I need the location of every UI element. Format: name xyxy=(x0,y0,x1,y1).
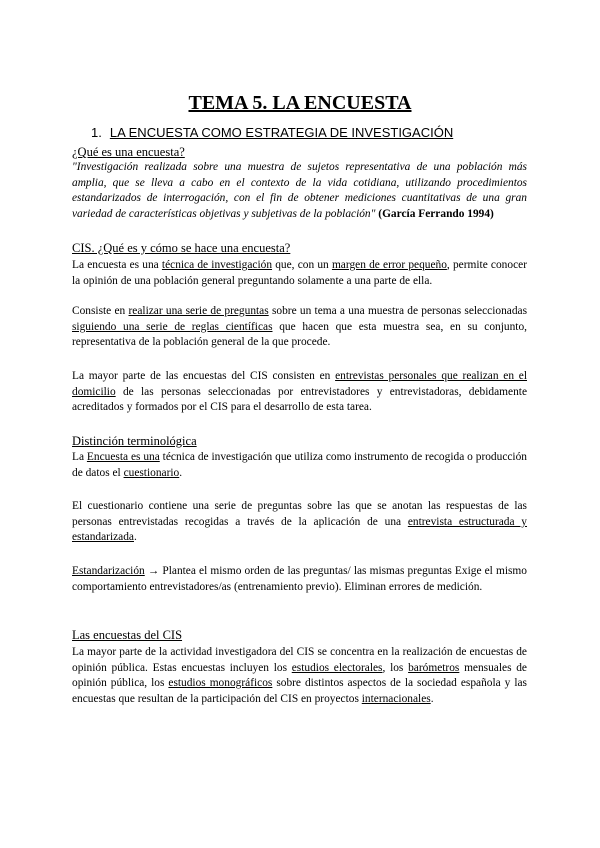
cis-paragraph-2 xyxy=(72,304,527,351)
underlined-term: internacionales xyxy=(361,692,431,705)
underlined-term: siguiendo una serie de reglas científicas xyxy=(72,320,273,333)
distincion-paragraph-2 xyxy=(72,499,527,546)
underlined-term: técnica de investigación xyxy=(161,259,273,271)
underlined-term: entrevistas personales que realizan en el domicilio xyxy=(72,370,528,398)
text: . xyxy=(179,466,183,479)
distincion-paragraph-3 xyxy=(72,564,527,595)
underlined-term: estudios electorales xyxy=(291,661,383,674)
section-title: LA ENCUESTA COMO ESTRATEGIA DE INVESTIGACIÓN xyxy=(109,125,454,140)
text: Consiste en xyxy=(72,305,129,317)
text: La encuesta es una xyxy=(72,259,162,271)
text: La xyxy=(72,451,87,463)
text: , permite conocer la opinión de una población general preguntando solamente a una parte de ella. xyxy=(72,259,527,287)
underlined-term: Encuesta es una xyxy=(86,451,160,463)
cis-paragraph-1 xyxy=(72,258,527,289)
definition-quote xyxy=(72,160,527,222)
section-number: 1. xyxy=(91,125,102,140)
underlined-term: realizar una serie de preguntas xyxy=(128,305,269,317)
question-heading: ¿Qué es una encuesta? xyxy=(72,145,185,159)
underlined-term: barómetros xyxy=(408,661,460,674)
text: técnica de investigación que utiliza como instrumento de recogida o producción de datos el xyxy=(72,451,527,479)
encuestas-cis-heading: Las encuestas del CIS xyxy=(72,628,183,642)
encuestas-cis-paragraph xyxy=(72,645,527,707)
citation: (García Ferrando 1994) xyxy=(378,207,494,220)
text: La mayor parte de la actividad investigadora del CIS se concentra en la realización de encuestas de opinión pública. Estas encuestas incluyen los xyxy=(72,646,527,674)
text: mensuales de opinión pública, los xyxy=(72,661,527,690)
text: . xyxy=(133,531,137,544)
text: . xyxy=(430,692,434,705)
text: , los xyxy=(382,661,409,674)
text: La mayor parte de las encuestas del CIS consisten en xyxy=(72,370,336,382)
page-title: TEMA 5. LA ENCUESTA xyxy=(188,92,412,114)
underlined-term: Estandarización xyxy=(72,565,145,577)
text: que, con un xyxy=(272,259,332,271)
distincion-heading: Distinción terminológica xyxy=(72,434,197,448)
quote-text: "Investigación realizada sobre una muestra de sujetos representativa de una población más amplia, que se lleva a cabo en el contexto de la vida cotidiana, utilizando procedimientos estandarizados de interrogación, con el fin de obtener mediciones cuantitativas de una gran variedad de características objetivas y subjetivas de la población" xyxy=(72,161,527,220)
distincion-paragraph-1 xyxy=(72,450,527,481)
text: que hacen que esta muestra sea, en su conjunto, representativa de la población general de la que procede. xyxy=(72,320,527,349)
underlined-term: estudios monográficos xyxy=(168,677,273,690)
underlined-term: margen de error pequeño xyxy=(331,259,447,271)
cis-paragraph-3 xyxy=(72,369,527,416)
text: → Plantea el mismo orden de las preguntas/ las mismas preguntas Exige el mismo comportamiento entrevistadores/as (entrenamiento previo). Eliminan errores de medición. xyxy=(72,565,527,593)
text: El cuestionario contiene una serie de preguntas sobre las que se anotan las respuestas de las personas entrevistadas recogidas a través de la aplicación de una xyxy=(72,500,527,528)
text: de las personas seleccionadas por entrevistadores y entrevistadoras, debidamente acreditados y formados por el CIS para el desarrollo de esta tarea. xyxy=(72,385,527,414)
section-heading xyxy=(91,125,453,140)
cis-heading: CIS. ¿Qué es y cómo se hace una encuesta? xyxy=(72,241,291,255)
text: sobre distintos aspectos de la sociedad española y las encuestas que resultan de la participación del CIS en proyectos xyxy=(72,677,527,705)
underlined-term: cuestionario xyxy=(123,466,180,479)
underlined-term: entrevista estructurada y estandarizada xyxy=(72,515,528,544)
text: sobre un tema a una muestra de personas seleccionadas xyxy=(268,305,528,317)
